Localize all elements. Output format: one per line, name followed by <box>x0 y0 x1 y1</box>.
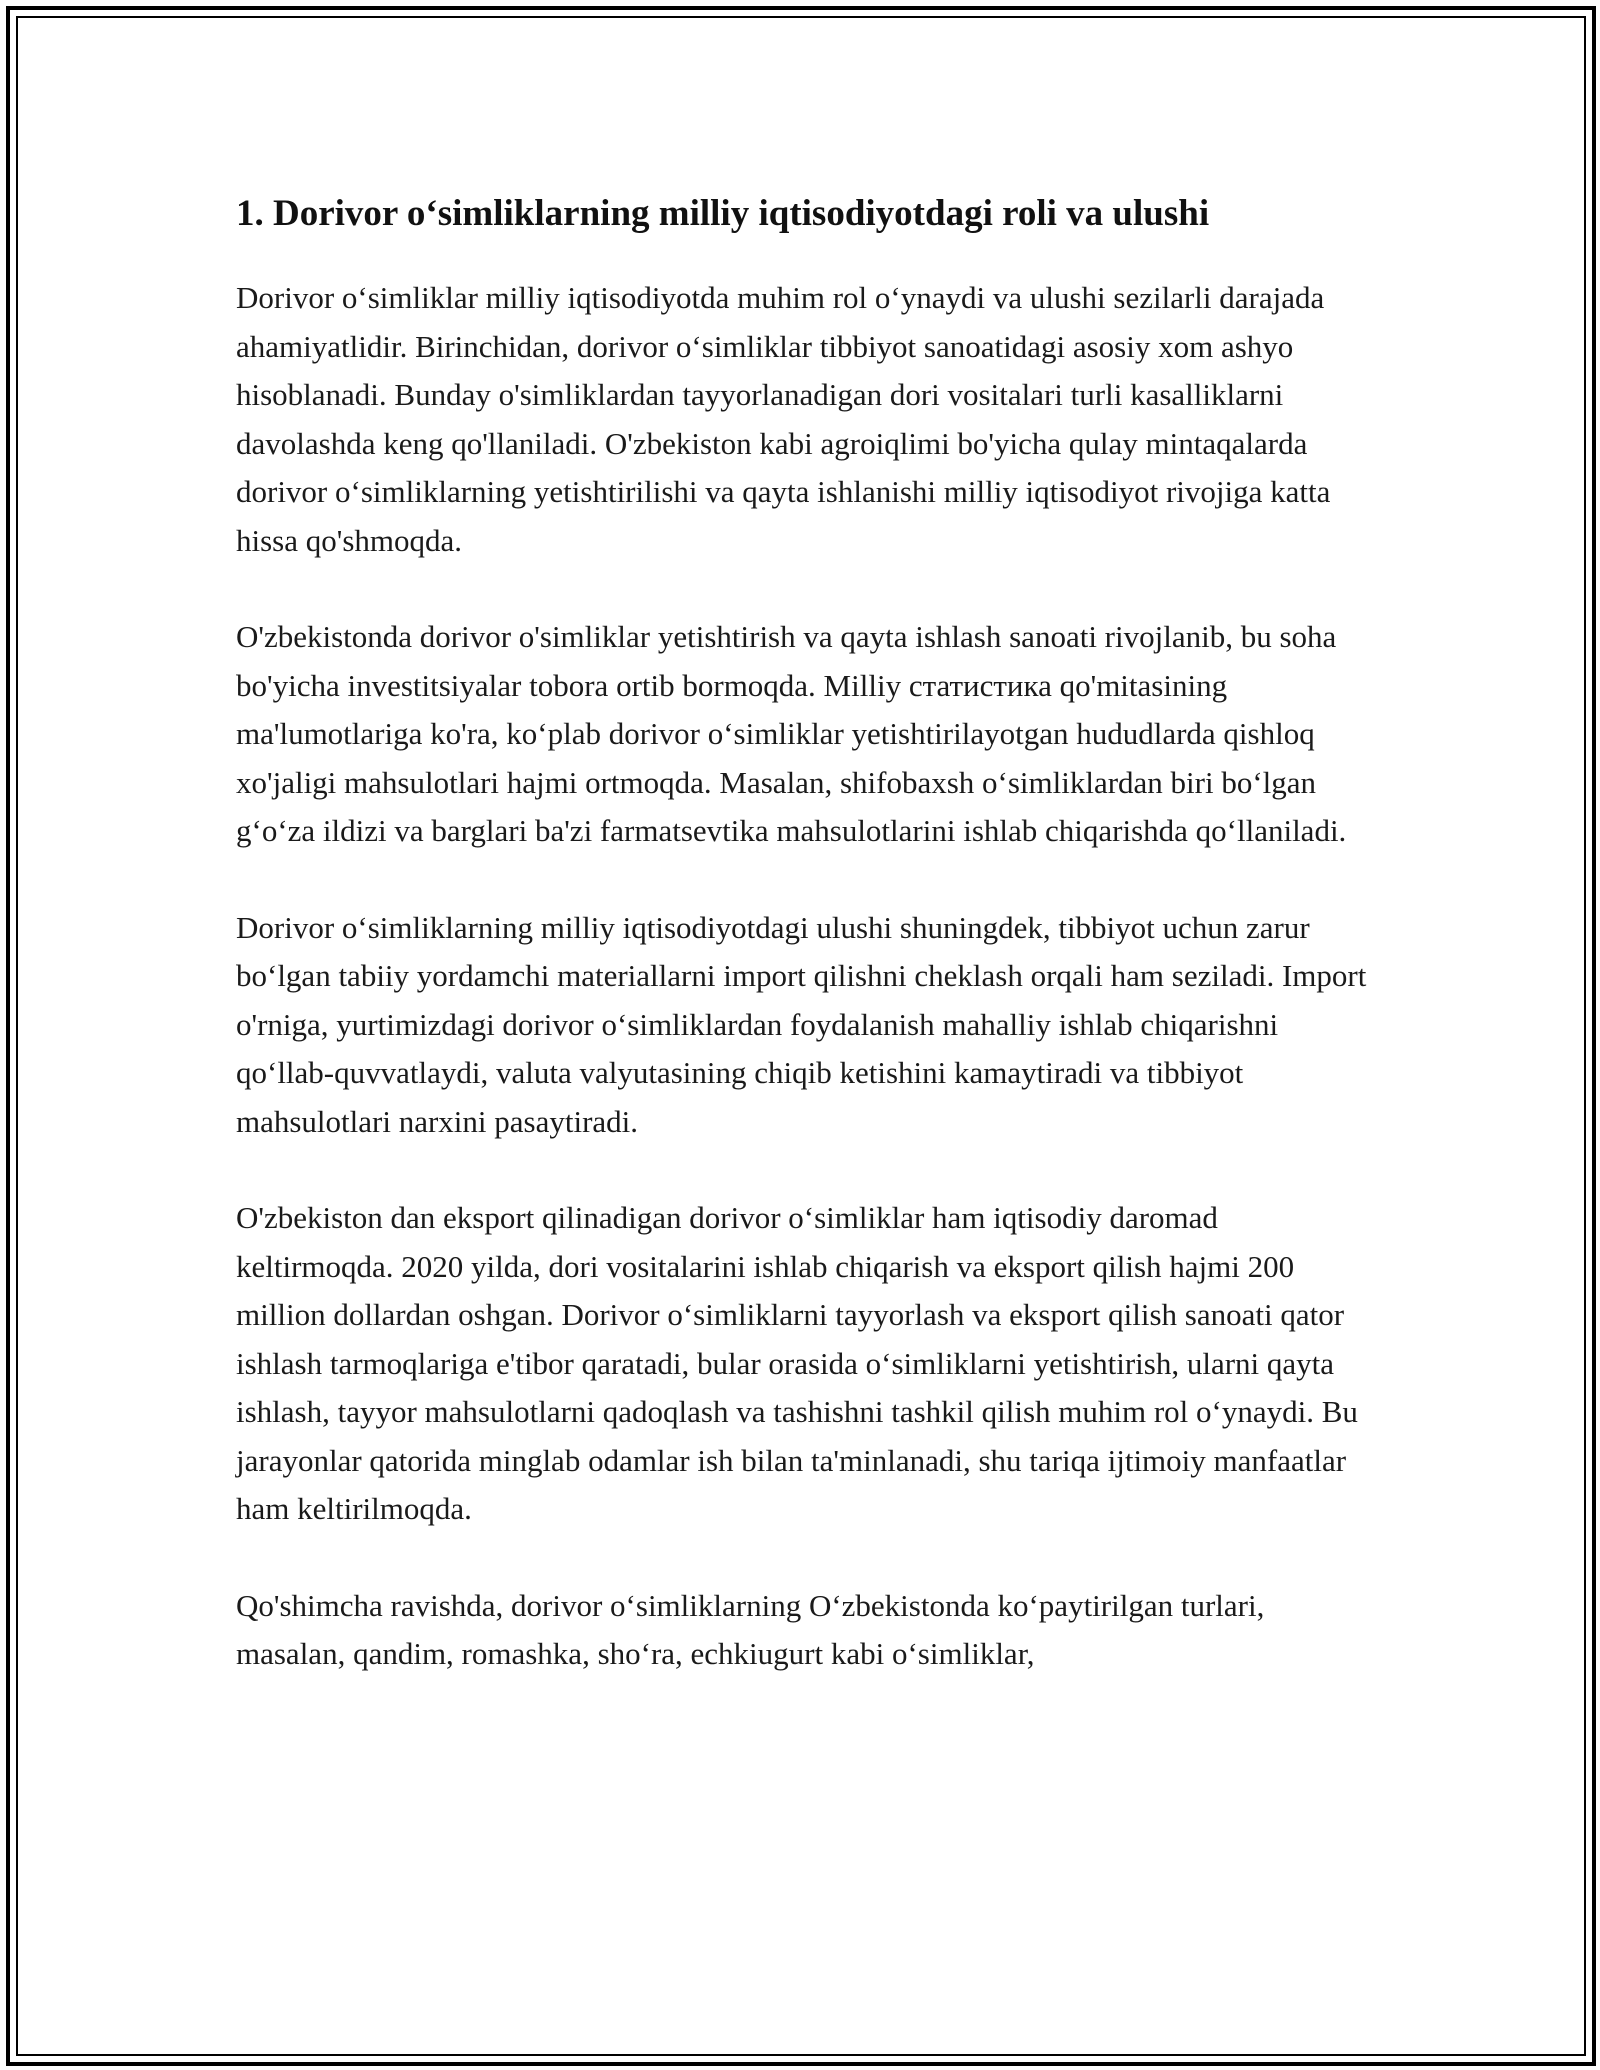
paragraph-3: Dorivor o‘simliklarning milliy iqtisodiyotdagi ulushi shuningdek, tibbiyot uchun zarur bo‘lgan tabiiy yordamchi materiallarni import qilishni cheklash orqali ham seziladi. Import o'rniga, yurtimizdagi dorivor o‘simliklardan foydalanish mahalliy ishlab chiqarishni qo‘llab-quvvatlaydi, valuta valyutasining chiqib ketishini kamaytiradi va tibbiyot mahsulotlari narxini pasaytiradi. <box>236 909 1367 1139</box>
document-page <box>236 188 1376 1727</box>
paragraph-1: Dorivor o‘simliklar milliy iqtisodiyotda muhim rol o‘ynaydi va ulushi sezilarli darajada ahamiyatlidir. Birinchidan, dorivor o‘simliklar tibbiyot sanoatidagi asosiy xom ashyo hisoblanadi. Bunday o'simliklardan tayyorlanadigan dori vositalari turli kasalliklarni davolashda keng qo'llaniladi. O'zbekiston kabi agroiqlimi bo'yicha qulay mintaqalarda dorivor o‘simliklarning yetishtirilishi va qayta ishlanishi milliy iqtisodiyot rivojiga katta hissa qo'shmoqda. <box>236 280 1331 558</box>
paragraph-2: O'zbekistonda dorivor o'simliklar yetishtirish va qayta ishlash sanoati rivojlanib, bu soha bo'yicha investitsiyalar tobora ortib bormoqda. Milliy статистика qo'mitasining ma'lumotlariga ko'ra, ko‘plab dorivor o‘simliklar yetishtirilayotgan hududlarda qishloq xo'jaligi mahsulotlari hajmi ortmoqda. Masalan, shifobaxsh o‘simliklardan biri bo‘lgan g‘o‘za ildizi va barglari ba'zi farmatsevtika mahsulotlarini ishlab chiqarishda qo‘llaniladi. <box>236 619 1347 848</box>
paragraph-4: O'zbekiston dan eksport qilinadigan dorivor o‘simliklar ham iqtisodiy daromad keltirmoqda. 2020 yilda, dori vositalarini ishlab chiqarish va eksport qilish hajmi 200 million dollardan oshgan. Dorivor o‘simliklarni tayyorlash va eksport qilish sanoati qator ishlash tarmoqlariga e'tibor qaratadi, bular orasida o‘simliklarni yetishtirish, ularni qayta ishlash, tayyor mahsulotlarni qadoqlash va tashishni tashkil qilish muhim rol o‘ynaydi. Bu jarayonlar qatorida minglab odamlar ish bilan ta'minlanadi, shu tariqa ijtimoiy manfaatlar ham keltirilmoqda. <box>236 1200 1358 1526</box>
paragraph-5: Qo'shimcha ravishda, dorivor o‘simliklarning O‘zbekistonda ko‘paytirilgan turlari, masalan, qandim, romashka, sho‘ra, echkiugurt kabi o‘simliklar, <box>236 1587 1265 1671</box>
section-heading: 1. Dorivor o‘simliklarning milliy iqtisodiyotdagi roli va ulushi <box>236 193 1210 234</box>
